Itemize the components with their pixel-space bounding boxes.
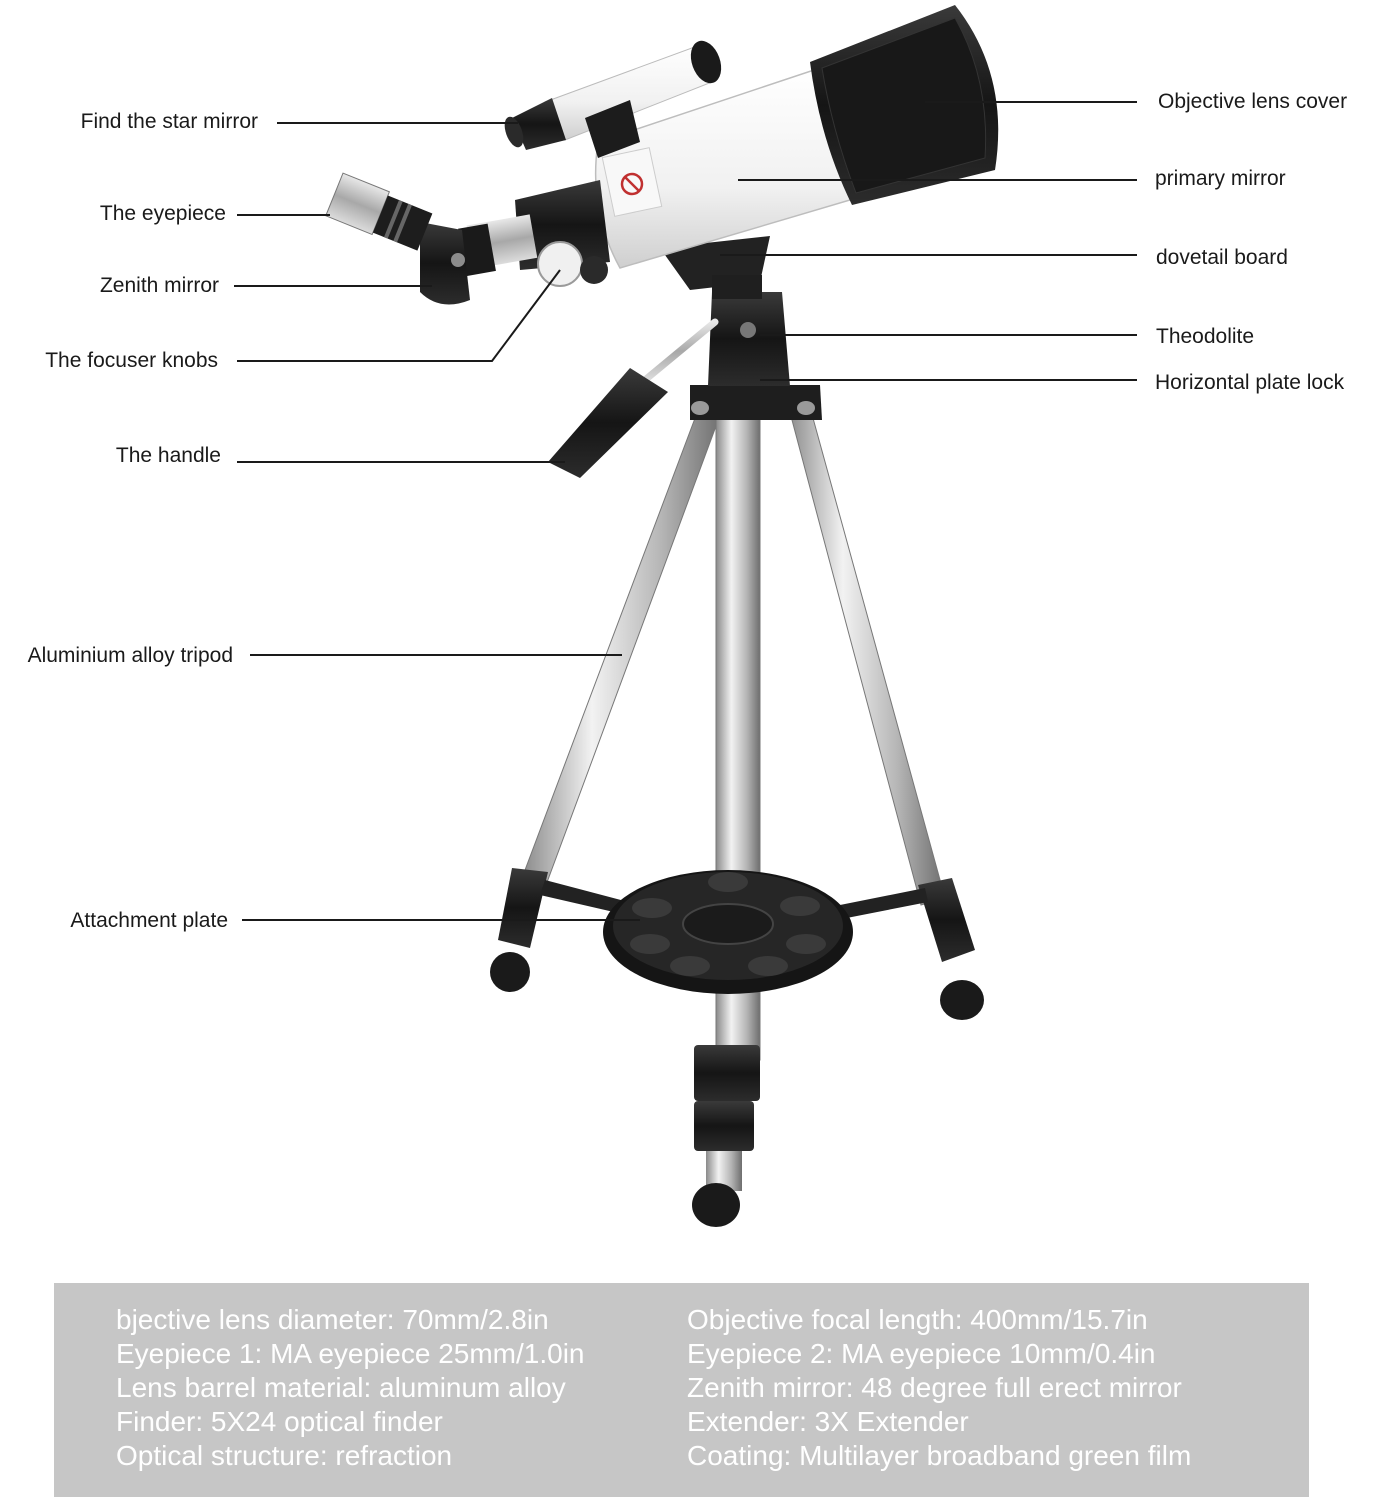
spec-extender: Extender: 3X Extender [687, 1406, 969, 1437]
spec-eyepiece-1: Eyepiece 1: MA eyepiece 25mm/1.0in [116, 1338, 585, 1369]
handle-grip [548, 368, 668, 478]
leg-clamp-2 [694, 1101, 754, 1151]
foot-center [692, 1183, 740, 1227]
spec-coating: Coating: Multilayer broadband green film [687, 1440, 1192, 1471]
tripod-leg-right [788, 400, 945, 905]
label-handle: The handle [115, 444, 221, 467]
spec-finder: Finder: 5X24 optical finder [116, 1406, 443, 1437]
label-dovetail: dovetail board [1156, 246, 1288, 269]
label-primary-mirror: primary mirror [1155, 167, 1286, 190]
spec-focal-length: Objective focal length: 400mm/15.7in [687, 1304, 1148, 1335]
label-horizontal-lock: Horizontal plate lock [1155, 371, 1345, 394]
label-zenith: Zenith mirror [99, 274, 219, 297]
spec-zenith-mirror: Zenith mirror: 48 degree full erect mirror [687, 1372, 1182, 1403]
leg-clamp-right [918, 878, 975, 962]
spec-lens-diameter: bjective lens diameter: 70mm/2.8in [116, 1304, 549, 1335]
label-lens-cover: Objective lens cover [1158, 90, 1348, 113]
spec-optical-structure: Optical structure: refraction [116, 1440, 453, 1471]
label-tripod: Aluminium alloy tripod [27, 644, 233, 667]
eyepiece [326, 173, 434, 252]
leg-clamp-left [498, 868, 548, 948]
focuser-knob [538, 242, 582, 286]
label-focuser: The focuser knobs [45, 349, 218, 372]
handle-rod [645, 322, 715, 380]
leg-clamp-1 [694, 1045, 760, 1101]
attachment-plate [603, 870, 853, 994]
theodolite-body [708, 292, 790, 386]
label-eyepiece: The eyepiece [99, 202, 226, 225]
label-finder: Find the star mirror [80, 110, 258, 133]
foot-right [940, 980, 984, 1020]
optical-tube [326, 5, 998, 305]
aluminium-tripod [490, 385, 984, 1227]
spec-barrel-material: Lens barrel material: aluminum alloy [116, 1372, 566, 1403]
label-theodolite: Theodolite [1156, 325, 1255, 348]
foot-left [490, 952, 530, 992]
spec-eyepiece-2: Eyepiece 2: MA eyepiece 10mm/0.4in [687, 1338, 1156, 1369]
leader-focuser [237, 270, 560, 361]
specs-panel [54, 1283, 1309, 1497]
tripod-leg-left [522, 405, 722, 885]
label-attachment-plate: Attachment plate [70, 909, 228, 932]
